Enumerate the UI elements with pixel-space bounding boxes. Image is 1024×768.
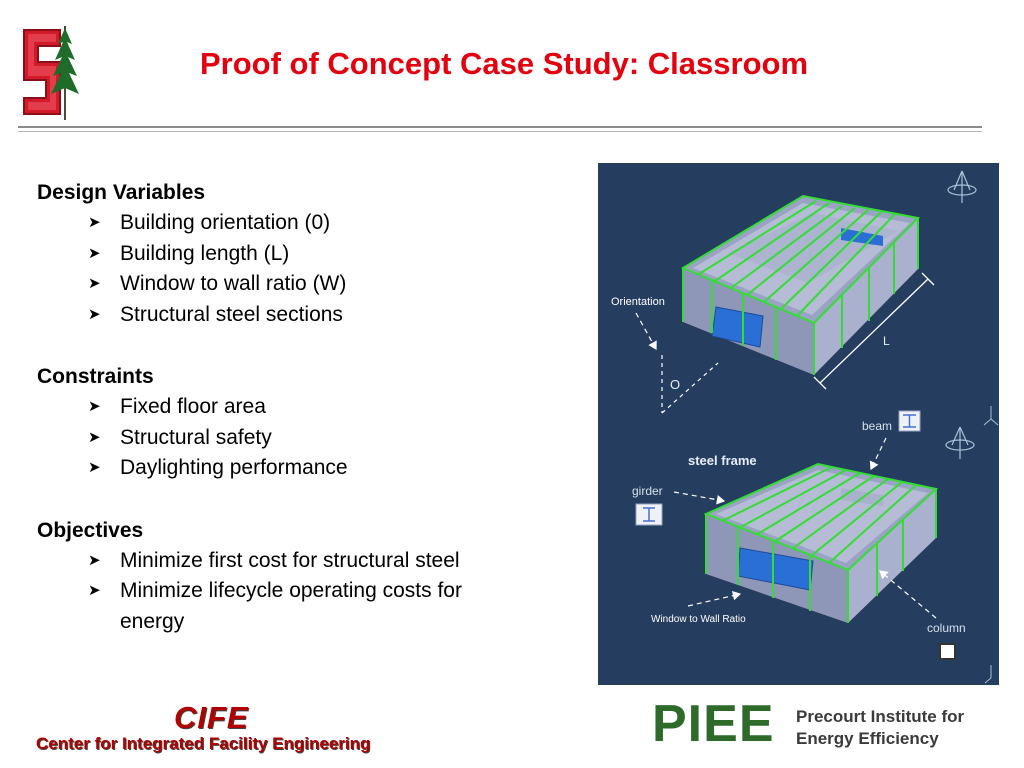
piee-wordmark: PIEE: [652, 695, 775, 753]
beam-label: beam: [862, 419, 893, 433]
piee-logo: [652, 695, 992, 754]
piee-full-name: [796, 706, 964, 750]
list-item: ➤ Structural safety: [37, 423, 567, 454]
classroom-model-figure: [598, 163, 999, 685]
arrow-bullet-icon: ➤: [88, 459, 101, 476]
list-item: ➤ Building length (L): [37, 239, 567, 270]
girder-section-icon: [636, 504, 662, 525]
section-heading-constraints: Constraints: [37, 365, 154, 388]
constraints-list: [37, 392, 567, 484]
list-item: ➤ Window to wall ratio (W): [37, 269, 567, 300]
arrow-bullet-icon: ➤: [88, 551, 101, 569]
column-section-icon: [940, 644, 955, 659]
axis-icon: [984, 406, 998, 425]
design-variables-list: [37, 208, 567, 330]
slide-title: Proof of Concept Case Study: Classroom: [199, 46, 809, 81]
length-label: L: [883, 334, 890, 348]
list-item: ➤ Minimize first cost for structural steel: [37, 546, 567, 577]
list-item-continuation: energy: [120, 609, 185, 633]
arrow-bullet-icon: ➤: [88, 582, 101, 599]
building-model-bottom: [706, 464, 936, 623]
list-item: ➤ Daylighting performance: [37, 453, 567, 484]
section-heading-design-variables: Design Variables: [37, 181, 206, 204]
list-item: ➤ Building orientation (0): [37, 208, 567, 239]
arrow-bullet-icon: ➤: [88, 244, 101, 262]
piee-name-line2: Energy Efficiency: [796, 729, 939, 748]
list-item: ➤ Fixed floor area: [37, 392, 567, 423]
compass-icon: [948, 171, 976, 203]
slide-body: [37, 178, 567, 637]
title-divider: [18, 126, 982, 128]
list-item: ➤ Minimize lifecycle operating costs for: [37, 576, 567, 607]
section-heading-objectives: Objectives: [37, 518, 144, 542]
girder-label: girder: [632, 484, 663, 498]
compass-icon: [946, 427, 974, 459]
orientation-angle-label: O: [670, 377, 681, 392]
window-to-wall-label: Window to Wall Ratio: [651, 614, 746, 625]
steel-frame-label: steel frame: [688, 453, 757, 468]
piee-name-line1: Precourt Institute for: [796, 707, 965, 726]
arrow-bullet-icon: ➤: [88, 428, 101, 446]
axis-icon: [985, 665, 991, 683]
list-item: ➤ Structural steel sections: [37, 300, 567, 331]
cife-full-name: Center for Integrated Facility Engineering: [36, 734, 371, 753]
arrow-bullet-icon: ➤: [88, 214, 101, 231]
objectives-list: [37, 546, 567, 638]
cife-wordmark: CIFE: [174, 700, 249, 735]
beam-section-icon: [899, 411, 920, 431]
orientation-label: Orientation: [611, 296, 665, 308]
title-divider-thin: [18, 131, 982, 132]
column-label: column: [927, 621, 966, 635]
arrow-bullet-icon: ➤: [88, 398, 101, 415]
arrow-bullet-icon: ➤: [88, 305, 101, 323]
building-model-top: [683, 196, 918, 375]
arrow-bullet-icon: ➤: [88, 275, 101, 292]
